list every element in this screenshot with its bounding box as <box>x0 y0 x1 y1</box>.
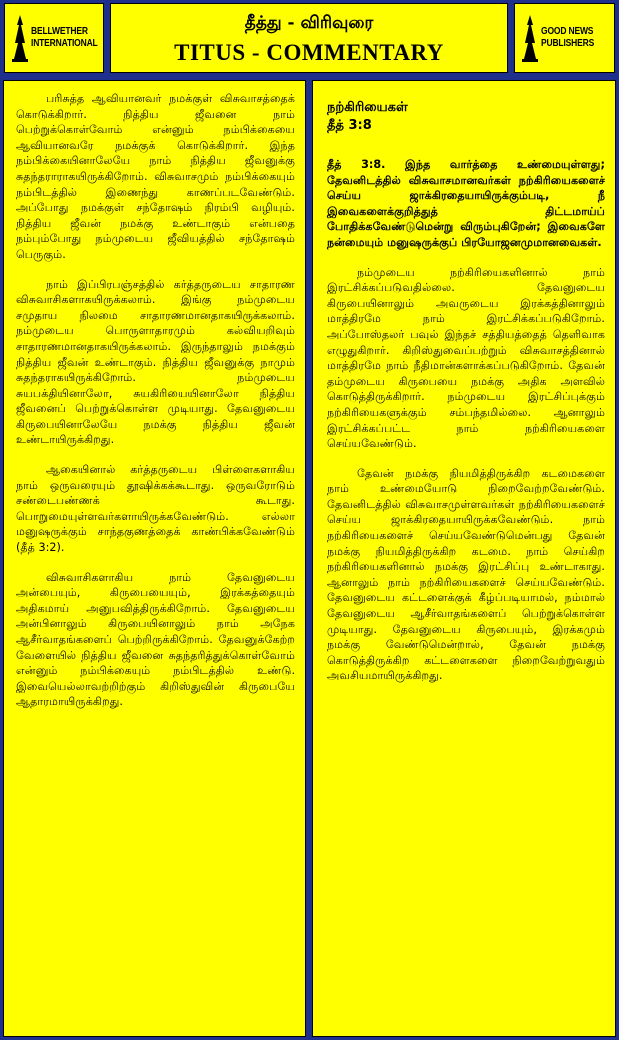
title-english: TITUS - COMMENTARY <box>174 40 444 65</box>
title-tamil: தீத்து - விரிவுரை <box>244 13 374 33</box>
left-paragraph-4: விசுவாசிகளாகிய நாம் தேவனுடைய அன்பையும், கிருபையையும், இரக்கத்தையும் அதிகமாய் அனுபவித்திருக்கிறோம். தேவனுடைய அன்பினாலும் கிருபையினாலும் நாம் அநேக ஆசீர்வாதங்களைப் பெற்றிருக்கிறோம். தேவனுக்கேற்ற வேளையில் நித்திய ஜீவனை சுதந்தரித்துக்கொள்வோம் என்னும் நம்பிக்கையும் நம்பிடத்தில் உண்டு. இவையெல்லாவற்றிற்கும் கிறிஸ்துவின் கிருபையே ஆதாரமாயிருக்கிறது. <box>16 570 295 709</box>
title-box <box>110 3 508 73</box>
good-news-logo-box <box>514 3 615 73</box>
left-column <box>3 80 306 1037</box>
left-paragraph-3: ஆகையினால் கர்த்தருடைய பிள்ளைகளாகிய நாம் ஒருவரையும் தூஷிக்கக்கூடாது. ஒருவரோடும் சண்டைபண்ணக் கூடாது. பொறுமையுள்ளவர்களாயிருக்கவேண்டும். எல்லா மனுஷருக்கும் சாந்தகுணத்தைக் காண்பிக்கவேண்டும் (தீத் 3:2). <box>16 463 295 555</box>
section-title: நற்கிரியைகள் தீத் 3:8 <box>327 100 408 133</box>
right-paragraph-1: நம்முடைய நற்கிரியைகளினால் நாம் இரட்சிக்கப்படுவதில்லை. தேவனுடைய கிருபையினாலும் அவருடைய இரக்கத்தினாலும் மாத்திரமே நாம் இரட்சிக்கப்படுகிறோம். அப்போஸ்தலர் பவுல் இந்தச் சத்தியத்தைத் தெளிவாக எழுதுகிறார். கிறிஸ்துவைப்பற்றும் விசுவாசத்தினால் மாத்திரமே நாம் நீதிமான்களாக்கப்படுகிறோம். தேவன் தம்முடைய கிருபையை நமக்கு அதிக அளவில் கொடுத்திருக்கிறார். நம்முடைய இரட்சிப்புக்கும் நற்கிரியைகளுக்கும் சம்பந்தமில்லை. ஆனாலும் இரட்சிக்கப்பட்ட நாம் நற்கிரியைகளை செய்யவேண்டும். <box>327 265 605 451</box>
left-paragraph-1: பரிசுத்த ஆவியானவர் நமக்குள் விசுவாசத்தைக் கொடுக்கிறார். நித்திய ஜீவனை நாம் பெற்றுக்கொள்வோம் என்னும் நம்பிக்கையை ஆவியானவரே நமக்குக் கொடுக்கிறார். இந்த நம்பிக்கையினாலேயே நாம் நித்திய ஜீவனுக்கு சுதந்தராராகயிருக்கிறோம். விசுவாசமும் நம்பிக்கையும் நம்பிடத்தில் இணைந்து காணப்படவேண்டும். அப்போது நமக்குள் சந்தோஷம் நிரம்பி வழியும். நித்திய ஜீவன் நமக்கு உண்டாகும் என்பதை நம்பும்போது நம்முடைய ஜீவியத்தில் சந்தோஷம் பெருகும். <box>16 92 295 261</box>
bible-verse: தீத் 3:8. இந்த வார்த்தை உண்மையுள்ளது; தேவனிடத்தில் விசுவாசமானவர்கள் நற்கிரியைகளைச் செய்ய ஜாக்கிரதையாயிருக்கும்படி, நீ இவைகளைக்குறித்துத் திட்டமாய்ப் போதிக்கவேண்டுமென்று விரும்புகிறேன்; இவைகளே நன்மையும் மனுஷருக்குப் பிரயோஜனமுமானவைகள். <box>327 158 605 249</box>
bellwether-logo-text: BELLWETHER INTERNATIONAL <box>31 26 98 49</box>
good-news-logo-text: GOOD NEWS PUBLISHERS <box>541 26 595 49</box>
right-paragraph-2: தேவன் நமக்கு நியமித்திருக்கிற கடமைகளை நாம் உண்மையோடு நிறைவேற்றவேண்டும். தேவனிடத்தில் விசுவாசமுள்ளவர்கள் நற்கிரியைகளைச் செய்ய ஜாக்கிரதையாயிருக்கவேண்டும். நாம் நற்கிரியைகளைச் செய்யவேண்டுமென்பது தேவன் நமக்கு நியமித்திருக்கிற கடமை. நாம் செய்கிற நற்கிரியைகளினால் நமக்கு இரட்சிப்பு உண்டாகாது. ஆனாலும் நாம் நற்கிரியைகளைச் செய்யவேண்டும். தேவனுடைய கட்டளைக்குக் கீழ்ப்படியாமல், நம்மால் தேவனுடைய ஆசீர்வாதங்களைப் பெற்றுக்கொள்ள முடியாது. தேவனுடைய கிருபையும், இரக்கமும் நமக்கு வேண்டுமென்றால், தேவன் நமக்கு கொடுத்திருக்கிற கட்டளைகளை நிறைவேற்றுவதும் அவசியமாயிருக்கிறது. <box>327 466 605 683</box>
bellwether-logo-box <box>4 3 104 73</box>
good-news-logo-icon <box>519 13 541 63</box>
bellwether-logo-icon <box>9 13 31 63</box>
right-column <box>312 80 616 1037</box>
left-paragraph-2: நாம் இப்பிரபஞ்சத்தில் கர்த்தருடைய சாதாரண விசுவாசிகளாகயிருக்கலாம். இங்கு நம்முடைய சமுதாய நிலமை சாதாரணமானதாகயிருக்கலாம். நம்முடைய பொருளாதாரமும் கல்வியறிவும் சாதாரணமானதாகயிருக்கலாம். இருந்தாலும் நமக்கும் நித்திய ஜீவன் உண்டாகும். நித்திய ஜீவனுக்கு நாமும் சுதந்தராகயிருக்கிறோம். நம்முடைய சுயபக்தியினாலோ, சுயகிரியையினாலோ நித்திய ஜீவனைப் பெற்றுக்கொள்ள முடியாது. தேவனுடைய கிருபையினாலேயே நமக்கு நித்திய ஜீவன் உண்டாயிருக்கிறது. <box>16 277 295 447</box>
